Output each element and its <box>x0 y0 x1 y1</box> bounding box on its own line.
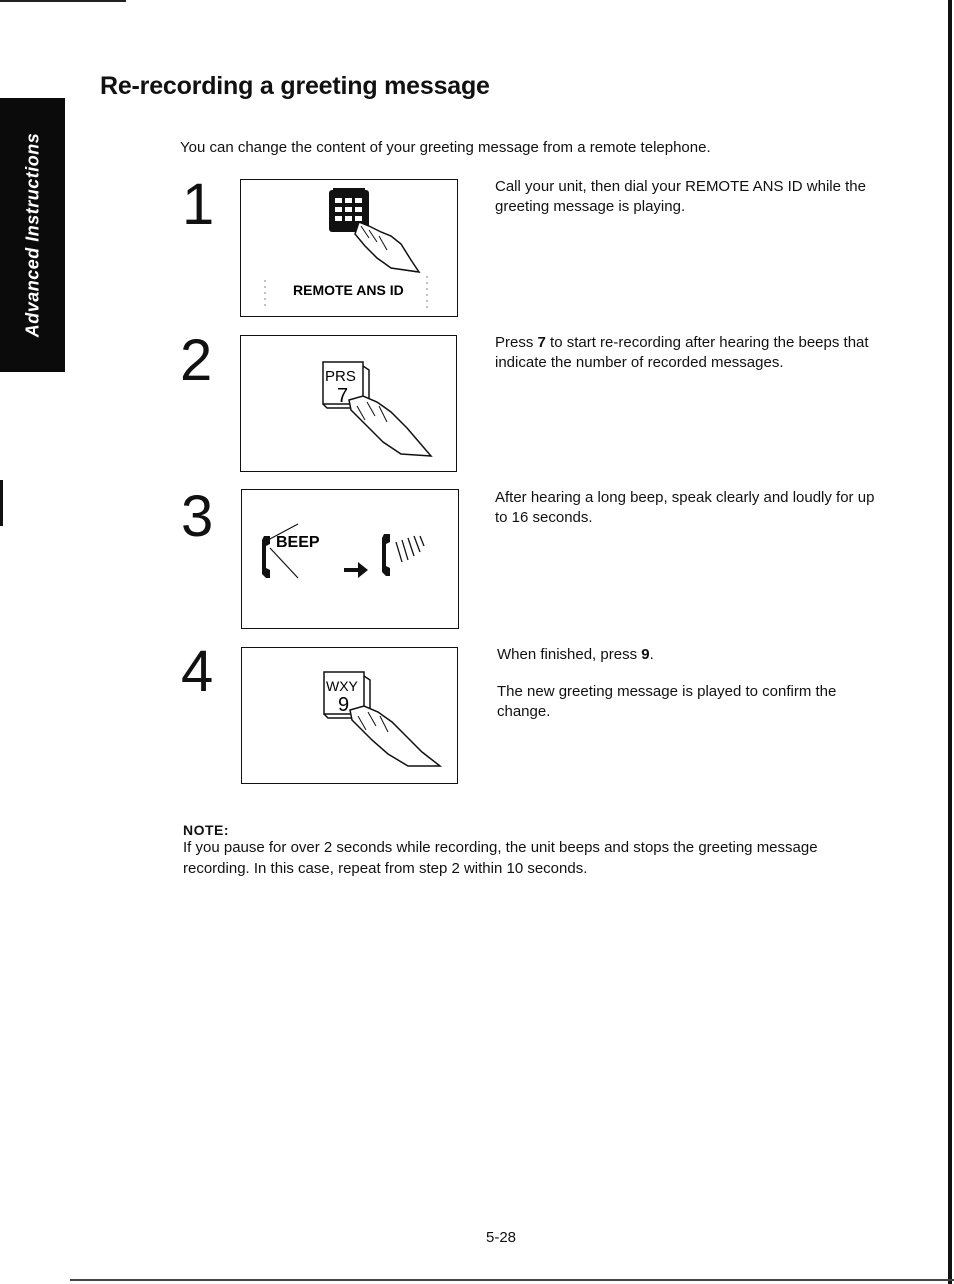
side-tick-mark <box>0 480 3 526</box>
step-3-number: 3 <box>181 484 214 549</box>
step-1-number: 1 <box>182 172 215 237</box>
step-4-key-emphasis: 9 <box>641 646 650 663</box>
key-9-press-icon <box>242 648 457 783</box>
step-1-illustration <box>240 179 458 317</box>
step-4-number: 4 <box>181 639 214 704</box>
step-2-number: 2 <box>180 328 213 393</box>
step-4-text: When finished, press 9. <box>497 646 654 663</box>
key-9-digit: 9 <box>338 694 350 716</box>
note-text: If you pause for over 2 seconds while recording, the unit beeps and stops the greeting message recording. In this case, repeat from step 2 within 10 seconds. <box>183 839 818 877</box>
step-3-illustration <box>241 489 459 629</box>
key-7-press-icon <box>241 336 456 471</box>
key-9-letters: WXY <box>326 678 358 694</box>
step-3-text: After hearing a long beep, speak clearly and loudly for up to 16 seconds. <box>495 489 875 526</box>
step-2-text: Press 7 to start re-recording after hearing the beeps that indicate the number of recorded messages. <box>495 334 869 371</box>
step-2-illustration <box>240 335 457 472</box>
right-edge-rule <box>948 0 952 1284</box>
step-4-confirmation-text: The new greeting message is played to confirm the change. <box>497 683 837 720</box>
side-tab-label: Advanced Instructions <box>22 132 42 338</box>
page-number: 5-28 <box>486 1229 517 1246</box>
section-side-tab <box>0 98 65 372</box>
remote-ans-id-label: REMOTE ANS ID <box>293 282 404 298</box>
note-label: NOTE: <box>183 822 230 838</box>
beep-then-speak-icon <box>242 490 458 628</box>
page-title: Re-recording a greeting message <box>100 72 490 100</box>
bottom-rule <box>70 1279 954 1281</box>
key-7-letters: PRS <box>325 368 356 385</box>
step-1-text: Call your unit, then dial your REMOTE ANS ID while the greeting message is playing. <box>495 178 866 215</box>
intro-text: You can change the content of your greeting message from a remote telephone. <box>180 139 711 156</box>
step-2-key-emphasis: 7 <box>537 334 546 351</box>
phone-keypad-hand-icon <box>241 180 457 316</box>
key-7-digit: 7 <box>337 385 349 407</box>
beep-label: BEEP <box>276 534 320 551</box>
top-rule <box>0 0 126 2</box>
step-4-illustration <box>241 647 458 784</box>
